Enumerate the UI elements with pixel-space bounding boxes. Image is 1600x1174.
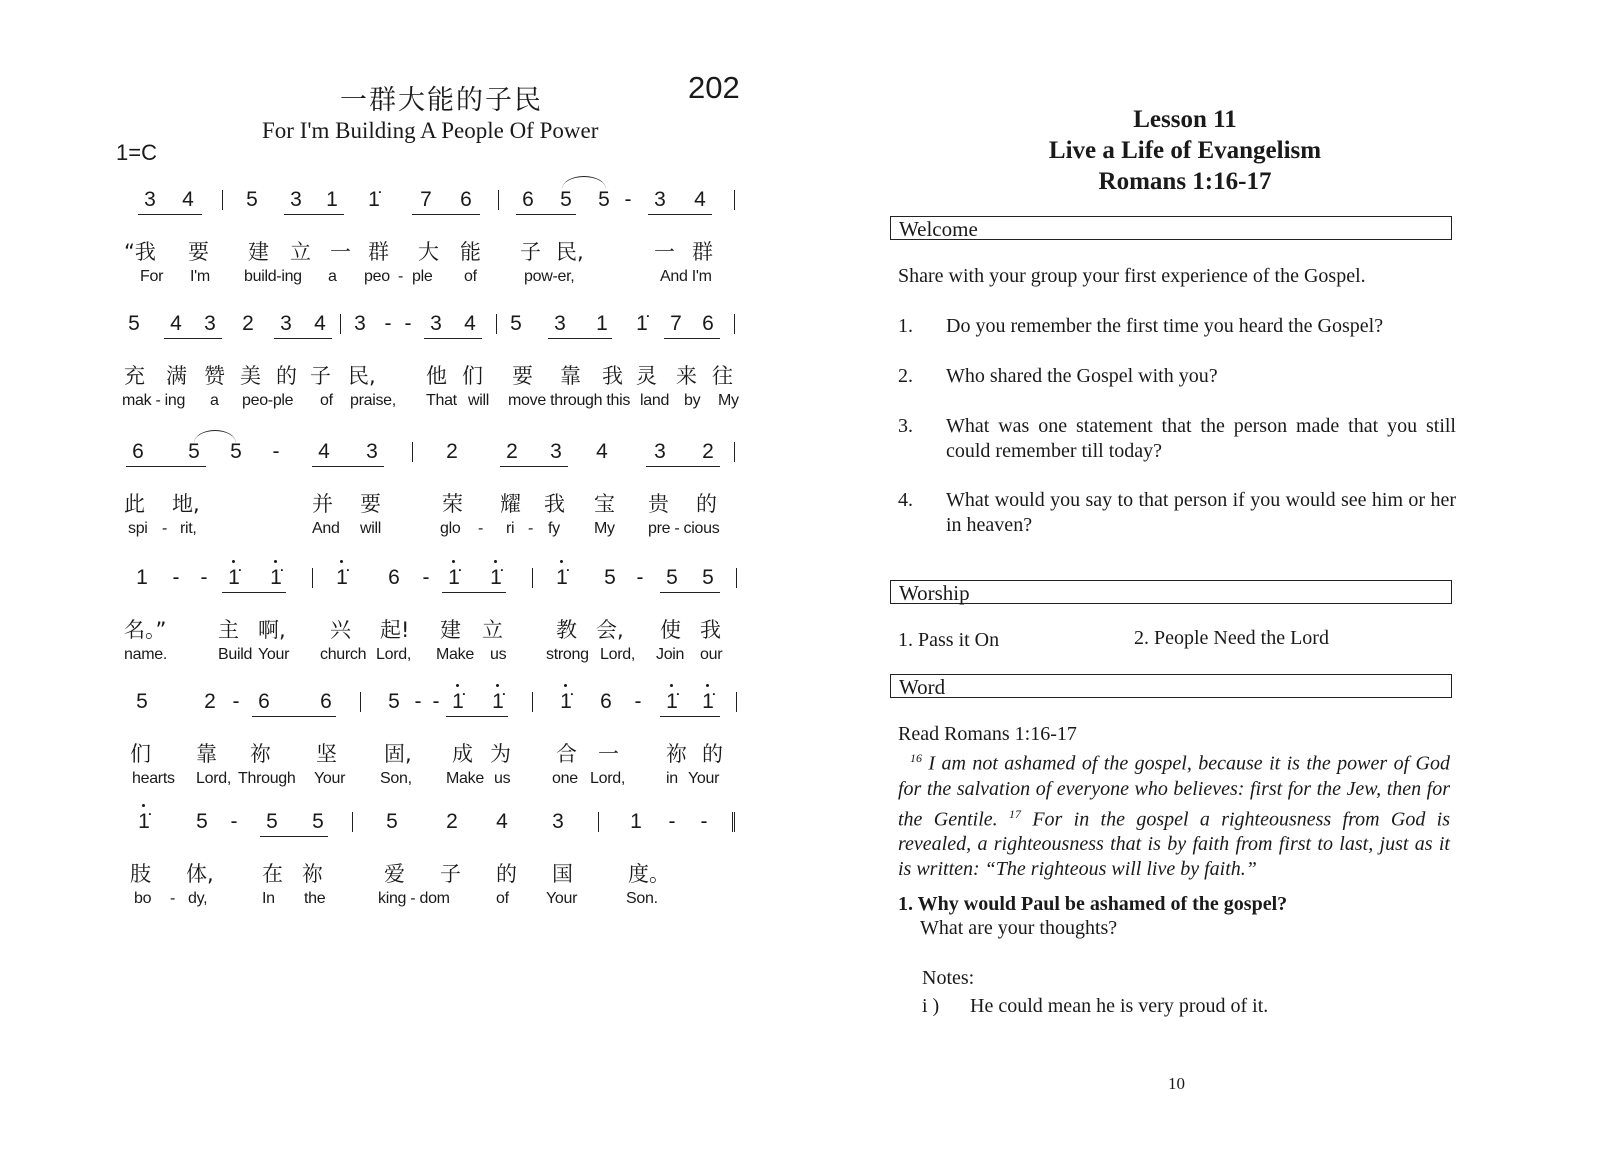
lyric-en: a xyxy=(328,268,337,285)
note: 7 xyxy=(420,188,432,211)
lyric-zh: 地, xyxy=(172,492,200,516)
lyric-zh: 们 xyxy=(462,364,483,388)
note: 3 xyxy=(144,188,156,211)
lyric-zh: 满 xyxy=(166,364,187,388)
note: 1̇ xyxy=(490,690,506,714)
lyric-zh: 我 xyxy=(700,618,721,642)
lyric-zh: 一 xyxy=(654,240,675,264)
lyric-zh: 我 xyxy=(602,364,623,388)
lyric-zh: 为 xyxy=(490,742,511,766)
note: 4 xyxy=(318,440,330,463)
lyric-zh: 使 xyxy=(660,618,681,642)
question-text: Do you remember the first time you heard the Gospel? xyxy=(946,315,1384,337)
lyric-zh: 建 xyxy=(248,240,269,264)
hymn-page xyxy=(0,0,790,1174)
lyric-en: pow-er, xyxy=(524,268,575,285)
lyric-zh: 度。 xyxy=(628,862,670,886)
hymn-row-2 xyxy=(0,312,790,420)
note: 5 xyxy=(388,690,400,713)
note: 1̇ xyxy=(450,690,466,714)
note: 6 xyxy=(522,188,534,211)
lyric-en: Your xyxy=(688,770,720,787)
lyric-en: For xyxy=(140,268,164,285)
lyric-en: pre - cious xyxy=(648,520,720,537)
lyric-en: Join xyxy=(656,646,685,663)
lyric-en: fy xyxy=(548,520,560,537)
lyric-en: rit, xyxy=(180,520,197,537)
lyric-zh: 爱 xyxy=(384,862,405,886)
worship-song: 2. People Need the Lord xyxy=(1134,627,1329,649)
note: - xyxy=(384,312,392,335)
lyric-en: name. xyxy=(124,646,167,663)
note: - xyxy=(624,188,632,211)
lyric-zh: 的 xyxy=(702,742,723,766)
lyric-zh: 的 xyxy=(696,492,717,516)
lyric-en: Lord, xyxy=(600,646,635,663)
lyric-zh: 充 xyxy=(124,364,145,388)
verse-number: 17 xyxy=(1008,806,1021,821)
lyric-en: - xyxy=(528,520,534,537)
hymn-row-3 xyxy=(0,440,790,548)
lyric-en: Build xyxy=(218,646,253,663)
note: 1̇ xyxy=(700,690,716,714)
lyric-en: us xyxy=(494,770,511,787)
lyric-zh: 祢 xyxy=(250,742,271,766)
lyric-en: - xyxy=(170,890,176,907)
lyric-zh: “我 xyxy=(124,240,156,264)
question-number: 3. xyxy=(898,415,913,437)
note: 5 xyxy=(598,188,610,211)
lyric-en: strong xyxy=(546,646,589,663)
lyric-zh: 建 xyxy=(440,618,461,642)
hymn-row-6 xyxy=(0,810,790,918)
note: 2 xyxy=(446,440,458,463)
lyric-en: will xyxy=(468,392,490,409)
note: 3 xyxy=(654,440,666,463)
worship-section-header: Worship xyxy=(890,580,1452,604)
lyric-zh: 们 xyxy=(130,742,151,766)
lyric-en: mak - ing xyxy=(122,392,186,409)
lyric-zh: 民, xyxy=(348,364,376,388)
note-text: He could mean he is very proud of it. xyxy=(970,995,1269,1017)
lesson-page xyxy=(790,0,1600,1174)
note: 5 xyxy=(386,810,398,833)
word-section-header: Word xyxy=(890,674,1452,698)
scripture-passage xyxy=(898,746,1450,882)
note: 4 xyxy=(694,188,706,211)
discussion-prompt: What are your thoughts? xyxy=(920,917,1118,939)
lyric-zh: 立 xyxy=(290,240,311,264)
lyric-en: Lord, xyxy=(196,770,231,787)
lyric-zh: 成 xyxy=(452,742,473,766)
lyric-en: Son. xyxy=(626,890,658,907)
verse-text: For in the gospel a righteousness from God is revealed, a righteousness that is by faith from first to last, just as it is written: “The righteous will live by faith.” xyxy=(898,808,1451,881)
welcome-intro: Share with your group your first experience of the Gospel. xyxy=(898,265,1366,287)
lyric-zh: 要 xyxy=(188,240,209,264)
note: 1 xyxy=(326,188,338,211)
note: - xyxy=(422,566,430,589)
lyric-zh: 赞 xyxy=(204,364,225,388)
note: - xyxy=(404,312,412,335)
lyric-zh: 坚 xyxy=(316,742,337,766)
lyric-zh: 此 xyxy=(124,492,145,516)
hymn-title-chinese: 一群大能的子民 xyxy=(340,85,543,116)
note: 1̇ xyxy=(558,690,574,714)
hymn-number: 202 xyxy=(688,70,740,105)
note: 6 xyxy=(388,566,400,589)
lyric-en: in xyxy=(666,770,678,787)
note: 1̇ xyxy=(554,566,570,590)
lyric-zh: 固, xyxy=(384,742,412,766)
note: 3 xyxy=(430,312,442,335)
lyric-zh: 靠 xyxy=(560,364,581,388)
note: 5 xyxy=(604,566,616,589)
lyric-en: dy, xyxy=(188,890,208,907)
note: 2 xyxy=(702,440,714,463)
worship-song: 1. Pass it On xyxy=(898,629,1000,651)
lyric-zh: 我 xyxy=(544,492,565,516)
note: 1 xyxy=(596,312,608,335)
note: 1̇ xyxy=(334,566,350,590)
lyric-zh: 合 xyxy=(556,742,577,766)
note: 5 xyxy=(702,566,714,589)
note: 1̇ xyxy=(446,566,462,590)
final-barline xyxy=(732,812,738,832)
note-marker: i ) xyxy=(922,995,940,1017)
note: 4 xyxy=(314,312,326,335)
note: 6 xyxy=(320,690,332,713)
note: 5 xyxy=(266,810,278,833)
note: - xyxy=(636,566,644,589)
lyric-zh: 美 xyxy=(240,364,261,388)
note: 1 xyxy=(630,810,642,833)
note: 3 xyxy=(654,188,666,211)
lyric-en: - xyxy=(478,520,484,537)
note: 2 xyxy=(204,690,216,713)
note: - xyxy=(700,810,708,833)
lyric-zh: 大 xyxy=(418,240,439,264)
lyric-en: build-ing xyxy=(244,268,302,285)
note: - xyxy=(172,566,180,589)
lyric-zh: 群 xyxy=(692,240,713,264)
lyric-zh: 名。” xyxy=(124,618,167,642)
lyric-zh: 的 xyxy=(276,364,297,388)
note: 1̇ xyxy=(226,566,242,590)
note: 4 xyxy=(596,440,608,463)
notes-label: Notes: xyxy=(922,967,975,989)
question-text: What would you say to that person if you would see him or her in heaven? xyxy=(946,489,1456,536)
page-number: 10 xyxy=(1168,1074,1185,1093)
lyric-en: church xyxy=(320,646,367,663)
note: 2 xyxy=(506,440,518,463)
lyric-en: My xyxy=(594,520,615,537)
note: 3 xyxy=(280,312,292,335)
lyric-zh: 群 xyxy=(368,240,389,264)
hymn-row-5 xyxy=(0,690,790,798)
note: 3 xyxy=(550,440,562,463)
lyric-en: I'm xyxy=(190,268,210,285)
note: 6 xyxy=(600,690,612,713)
note: - xyxy=(232,690,240,713)
lyric-en: Lord, xyxy=(590,770,625,787)
lyric-zh: 耀 xyxy=(500,492,521,516)
lyric-zh: 来 xyxy=(676,364,697,388)
question-number: 4. xyxy=(898,489,913,511)
lyric-zh: 的 xyxy=(496,862,517,886)
lesson-heading xyxy=(790,104,1580,197)
note: 4 xyxy=(182,188,194,211)
lyric-en: move through this xyxy=(508,392,631,409)
note: 3 xyxy=(354,312,366,335)
note: - xyxy=(634,690,642,713)
lyric-en: by xyxy=(684,392,701,409)
note: 5 xyxy=(510,312,522,335)
note: 1̇ xyxy=(268,566,284,590)
lyric-en: one xyxy=(552,770,578,787)
lyric-en: peo xyxy=(364,268,390,285)
lyric-en: the xyxy=(304,890,326,907)
lyric-zh: 往 xyxy=(712,364,733,388)
note: - xyxy=(230,810,238,833)
note: 5 xyxy=(188,440,200,463)
lyric-zh: 靠 xyxy=(196,742,217,766)
hymn-row-1 xyxy=(0,188,790,296)
lyric-zh: 在 xyxy=(262,862,283,886)
lyric-en: And xyxy=(312,520,340,537)
note: 5 xyxy=(196,810,208,833)
lyric-zh: 起! xyxy=(380,618,410,642)
lyric-en: glo xyxy=(440,520,461,537)
note: 4 xyxy=(170,312,182,335)
hymn-key-signature: 1=C xyxy=(116,140,157,165)
lyric-en: bo xyxy=(134,890,152,907)
lyric-en: hearts xyxy=(132,770,175,787)
note: 5 xyxy=(246,188,258,211)
lyric-en: us xyxy=(490,646,507,663)
lyric-zh: 要 xyxy=(360,492,381,516)
lyric-en: of xyxy=(464,268,477,285)
lyric-zh: 肢 xyxy=(130,862,151,886)
lyric-en: our xyxy=(700,646,723,663)
lyric-zh: 子 xyxy=(520,240,541,264)
note: 3 xyxy=(552,810,564,833)
note: 3 xyxy=(290,188,302,211)
lyric-en: spi xyxy=(128,520,148,537)
lyric-en: ple xyxy=(412,268,433,285)
question-number: 1. xyxy=(898,315,913,337)
lyric-en: peo-ple xyxy=(242,392,294,409)
note: 6 xyxy=(702,312,714,335)
lesson-reference: Romans 1:16-17 xyxy=(1098,168,1272,195)
note: 5 xyxy=(666,566,678,589)
note: 6 xyxy=(460,188,472,211)
discussion-question: 1. Why would Paul be ashamed of the gospel? xyxy=(898,893,1288,915)
question-text: Who shared the Gospel with you? xyxy=(946,365,1218,387)
lyric-en: praise, xyxy=(350,392,396,409)
lyric-zh: 贵 xyxy=(648,492,669,516)
lyric-zh: 啊, xyxy=(258,618,286,642)
lyric-en: Make xyxy=(436,646,474,663)
lyric-en: My xyxy=(718,392,739,409)
lyric-zh: 子 xyxy=(440,862,461,886)
verse-number: 16 xyxy=(910,751,922,765)
note: - xyxy=(414,690,422,713)
lyric-en: And I'm xyxy=(660,268,712,285)
note: 2 xyxy=(242,312,254,335)
lyric-zh: 国 xyxy=(552,862,573,886)
note: 1̇ xyxy=(368,188,380,211)
lyric-en: That xyxy=(426,392,457,409)
verse-text: I am not ashamed of the gospel, because it is the power of God for the salvation of everyone who believes: first for the Jew, then for the Gentile. xyxy=(898,752,1451,831)
lyric-zh: 并 xyxy=(312,492,333,516)
note: - xyxy=(432,690,440,713)
lyric-en: a xyxy=(210,392,219,409)
note: 5 xyxy=(136,690,148,713)
lyric-zh: 子 xyxy=(310,364,331,388)
lyric-en: - xyxy=(398,268,404,285)
lyric-en: of xyxy=(496,890,509,907)
note: 1̇ xyxy=(488,566,504,590)
note: 5 xyxy=(230,440,242,463)
lyric-zh: 主 xyxy=(218,618,239,642)
lyric-zh: 一 xyxy=(598,742,619,766)
lyric-en: Son, xyxy=(380,770,412,787)
lyric-zh: 要 xyxy=(512,364,533,388)
lyric-zh: 他 xyxy=(426,364,447,388)
lesson-title: Live a Life of Evangelism xyxy=(1048,137,1322,164)
note: 2 xyxy=(446,810,458,833)
note: 5 xyxy=(560,188,572,211)
lyric-zh: 祢 xyxy=(666,742,687,766)
note: 1̇ xyxy=(636,312,648,335)
note: - xyxy=(272,440,280,463)
lyric-zh: 能 xyxy=(460,240,481,264)
lyric-zh: 宝 xyxy=(594,492,615,516)
lyric-en: Through xyxy=(238,770,296,787)
lyric-en: will xyxy=(360,520,382,537)
lyric-en: - xyxy=(162,520,168,537)
note: 6 xyxy=(258,690,270,713)
lyric-zh: 灵 xyxy=(636,364,657,388)
question-text: What was one statement that the person made that you still could remember till today? xyxy=(946,415,1456,462)
lyric-zh: 会, xyxy=(596,618,624,642)
note: 1 xyxy=(136,566,148,589)
lyric-zh: 体, xyxy=(186,862,214,886)
lyric-en: Your xyxy=(258,646,290,663)
note: 4 xyxy=(496,810,508,833)
lyric-en: Your xyxy=(546,890,578,907)
hymn-title-english: For I'm Building A People Of Power xyxy=(262,118,599,143)
lyric-zh: 民, xyxy=(556,240,584,264)
note: 6 xyxy=(132,440,144,463)
lyric-zh: 立 xyxy=(482,618,503,642)
hymn-row-4 xyxy=(0,566,790,674)
note: - xyxy=(200,566,208,589)
question-number: 2. xyxy=(898,365,913,387)
note: 1̇ xyxy=(136,810,152,834)
welcome-section-header: Welcome xyxy=(890,216,1452,240)
note: 5 xyxy=(128,312,140,335)
scripture-reference: Read Romans 1:16-17 xyxy=(898,723,1077,745)
lyric-zh: 教 xyxy=(556,618,577,642)
lyric-zh: 祢 xyxy=(302,862,323,886)
lyric-en: of xyxy=(320,392,333,409)
lyric-en: Lord, xyxy=(376,646,411,663)
lyric-en: land xyxy=(640,392,670,409)
lyric-en: king - dom xyxy=(378,890,450,907)
note: 7 xyxy=(670,312,682,335)
lyric-en: In xyxy=(262,890,275,907)
lyric-en: ri xyxy=(506,520,515,537)
note: 3 xyxy=(204,312,216,335)
note: 4 xyxy=(464,312,476,335)
note: 5 xyxy=(312,810,324,833)
note: 1̇ xyxy=(664,690,680,714)
note: 3 xyxy=(366,440,378,463)
lyric-zh: 兴 xyxy=(330,618,351,642)
lyric-zh: 一 xyxy=(330,240,351,264)
lyric-zh: 荣 xyxy=(442,492,463,516)
lesson-number: Lesson 11 xyxy=(1133,106,1237,133)
note: 3 xyxy=(554,312,566,335)
note: - xyxy=(668,810,676,833)
lyric-en: Make xyxy=(446,770,484,787)
lyric-en: Your xyxy=(314,770,346,787)
